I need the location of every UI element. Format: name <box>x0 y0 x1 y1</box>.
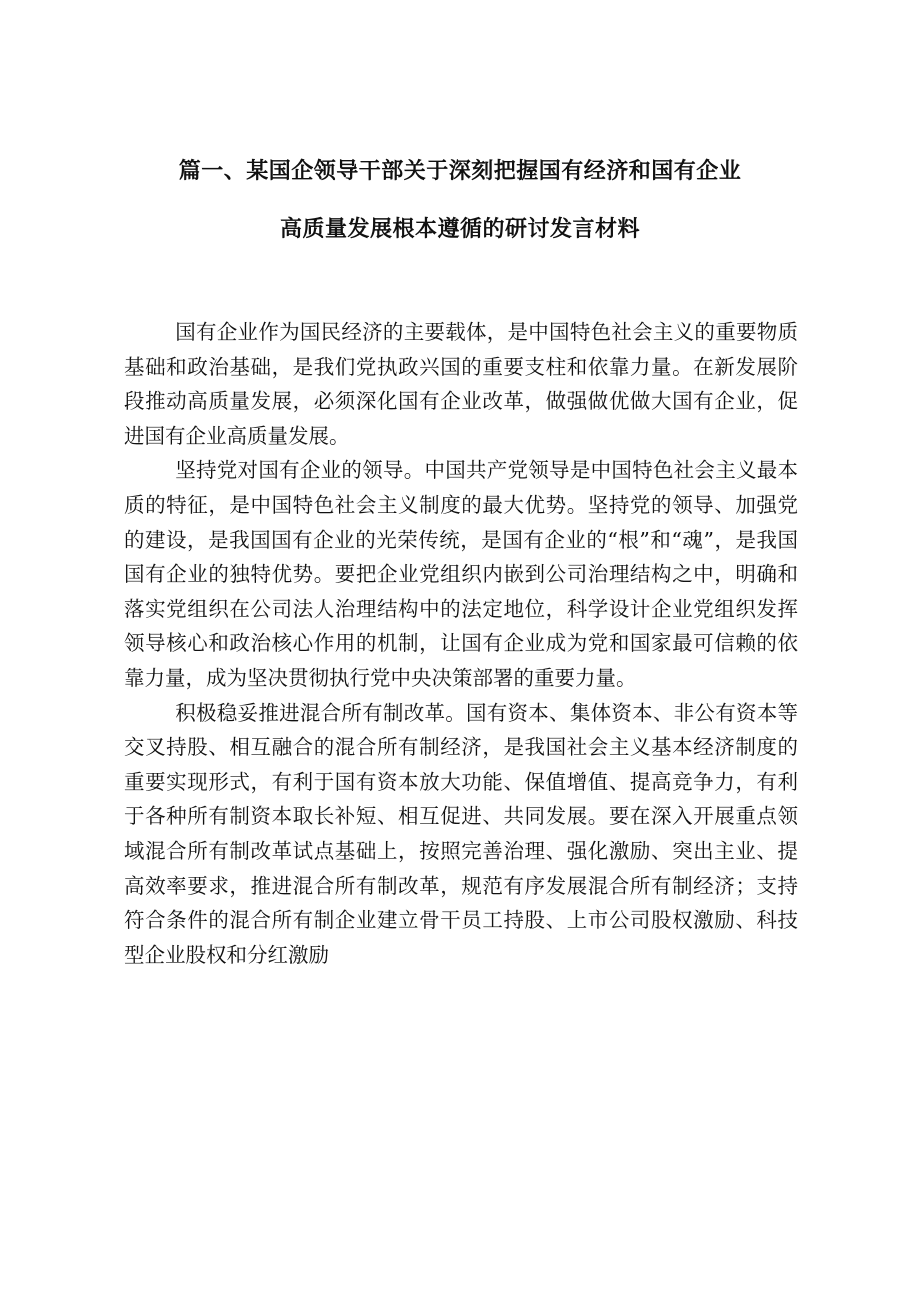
body-paragraph: 积极稳妥推进混合所有制改革。国有资本、集体资本、非公有资本等交叉持股、相互融合的混合所有制经济，是我国社会主义基本经济制度的重要实现形式，有利于国有资本放大功能、保值增值、提高竞争力，有利于各种所有制资本取长补短、相互促进、共同发展。要在深入开展重点领域混合所有制改革试点基础上，按照完善治理、强化激励、突出主业、提高效率要求，推进混合所有制改革，规范有序发展混合所有制经济；支持符合条件的混合所有制企业建立骨干员工持股、上市公司股权激励、科技型企业股权和分红激励 <box>124 700 798 967</box>
document-body <box>124 315 798 972</box>
document-title-line-2: 高质量发展根本遵循的研讨发言材料 <box>279 217 640 242</box>
body-paragraph: 国有企业作为国民经济的主要载体，是中国特色社会主义的重要物质基础和政治基础，是我们党执政兴国的重要支柱和依靠力量。在新发展阶段推动高质量发展，必须深化国有企业改革，做强做优做大国有企业，促进国有企业高质量发展。 <box>124 320 798 448</box>
body-paragraph: 坚持党对国有企业的领导。中国共产党领导是中国特色社会主义最本质的特征，是中国特色社会主义制度的最大优势。坚持党的领导、加强党的建设，是我国国有企业的光荣传统，是国有企业的“根”和“魂”，是我国国有企业的独特优势。要把企业党组织内嵌到公司治理结构之中，明确和落实党组织在公司法人治理结构中的法定地位，科学设计企业党组织发挥领导核心和政治核心作用的机制，让国有企业成为党和国家最可信赖的依靠力量，成为坚决贯彻执行党中央决策部署的重要力量。 <box>124 458 798 690</box>
document-title-line-1: 篇一、某国企领导干部关于深刻把握国有经济和国有企业 <box>178 159 742 184</box>
